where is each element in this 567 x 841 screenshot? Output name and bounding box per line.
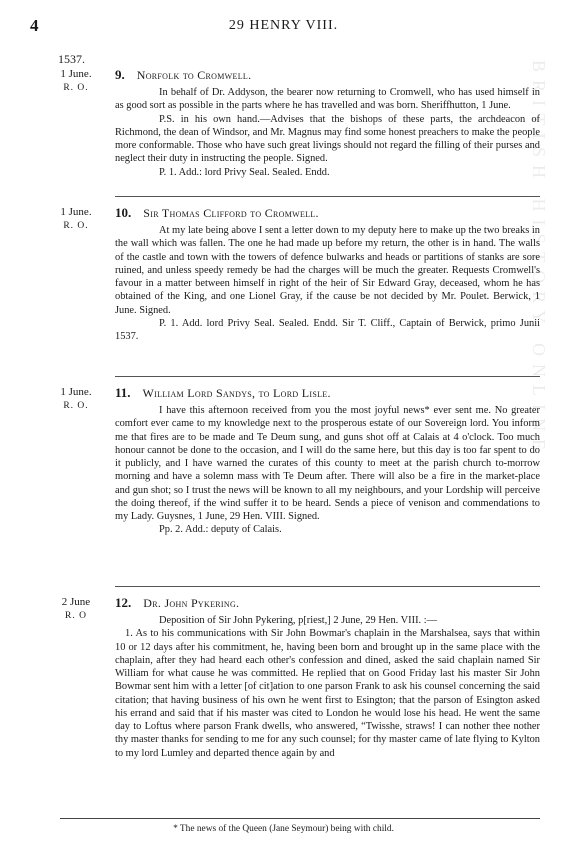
entry-9-heading <box>115 67 251 83</box>
entry-title: William Lord Sandys, to Lord Lisle. <box>142 386 331 400</box>
entry-paragraph: Pp. 2. Add.: deputy of Calais. <box>159 524 282 536</box>
entry-11-margin <box>50 385 102 413</box>
entry-paragraph: I have this afternoon received from you the most joyful news* ever sent me. No greater comfort ever came to my knowledge next to the prosperous estate of our Sovereign lord. You inform me that fires are to be made and Te Deum sung, and guns shot off at Calais at 4 o'clock. Too much honour cannot be done to the occasion, and I will do the same here, but this day is too far spent to do it publicly, and I have warned the curates of this county to meet at the parish church to-morrow morning and have a solemn mass with Te Deum after. There will also be a fire in the market-place and gun shot; so I trust the news will be known to all my neighbours, and your Lordship will perceive the doing thereof, if the wind suffer it to be heard. Sends a piece of venison and commendations to my Lady. Guysnes, 1 June, 29 Hen. VIII. Signed. <box>115 405 540 522</box>
entry-paragraph: In behalf of Dr. Addyson, the bearer now returning to Cromwell, who has used himself in as good sort as possible in the parts where he has travelled and was born. Sheriffhutton, 1 June. <box>115 87 540 112</box>
entry-paragraph: 1. As to his communications with Sir John Bowmar's chaplain in the Marshalsea, says that within 10 or 12 days after his commitment, he, having been born and brought up in the same place with the chaplain, after they had heard each other's confession and dined, asked the said chaplain named Sir William for what cause he was committed. He replied that on Good Friday last his master Sir John Bowmar sent him with a letter [of cit]ation to one parson Frank to ask his counsel concerning the said citation; that having business of his own he went first to Esington; that the parson of Esington asked his errand and said that if his master was cited to London he would lose his head. He went the same day to Loftus where parson Frank dwells, who answered, “Twisshe, straws! I can nother thee nother thy master thanks for sending to me for any such counsel; for thy master came of late flying to Kylton to my lord Lumley and departed thence again by and <box>115 628 540 759</box>
footnote-rule <box>60 818 540 819</box>
entry-paragraph: P. 1. Add.: lord Privy Seal. Sealed. Endd. <box>159 166 330 178</box>
entry-10-heading <box>115 205 319 221</box>
entry-source: R. O. <box>63 83 89 93</box>
entry-source: R. O <box>65 611 87 621</box>
footnote: * The news of the Queen (Jane Seymour) being with child. <box>173 824 394 834</box>
entry-paragraph: P. 1. Add. lord Privy Seal. Sealed. Endd. Sir T. Cliff., Captain of Berwick, primo Junii 1537. <box>115 317 540 342</box>
entry-divider <box>115 196 540 197</box>
entry-number: 11. <box>115 385 131 400</box>
entry-9-margin <box>50 67 102 95</box>
entry-11-heading <box>115 385 331 401</box>
entry-9-body <box>115 86 540 179</box>
entry-11-body <box>115 404 540 537</box>
entry-date: 2 June <box>61 596 91 608</box>
page-number: 4 <box>30 16 39 35</box>
year-marker: 1537. <box>58 52 85 66</box>
entry-10-body <box>115 224 540 343</box>
entry-source: R. O. <box>63 401 89 411</box>
entry-12-body <box>115 614 540 760</box>
entry-paragraph: At my late being above I sent a letter down to my deputy here to make up the two breaks in the wall which was fallen. The one he had made up before my return, the other is in hand. The walls of the castle and town with the towers of defence bulwarks and heads or partitions of stanks are sore ruined, and unless speedy remedy be had the charges will be much the greater. Requests Cromwell's favour in a matter between himself in right of the heir of Sir Edward Gray, deceased, whom he has obtained of the King, and one Lionel Gray, if the cause be not decided by Mr. Poulet. Berwick, 1 June. Signed. <box>115 225 540 316</box>
entry-number: 10. <box>115 205 132 220</box>
entry-12-heading <box>115 595 239 611</box>
entry-paragraph: Deposition of Sir John Pykering, p[riest,] 2 June, 29 Hen. VIII. :— <box>159 615 438 626</box>
watermark: BRITISH HISTORY ONLINE <box>529 60 549 459</box>
entry-number: 9. <box>115 67 125 82</box>
entry-title: Dr. John Pykering. <box>143 596 240 610</box>
entry-number: 12. <box>115 595 132 610</box>
entry-date: 1 June. <box>60 68 92 80</box>
entry-paragraph: P.S. in his own hand.—Advises that the bishops of these parts, the archdeacon of Richmond, the dean of Windsor, and Mr. Magnus may find some honest preachers to make the people more conformable. Those who have such great livings should not regard the filling of their purses and neglect their duty in instructing the people. Signed. <box>115 113 540 165</box>
entry-title: Sir Thomas Clifford to Cromwell. <box>143 206 319 220</box>
entry-divider <box>115 376 540 377</box>
running-head: 29 HENRY VIII. <box>228 18 339 33</box>
entry-date: 1 June. <box>60 206 92 218</box>
entry-10-margin <box>50 205 102 233</box>
entry-12-margin <box>50 595 102 623</box>
entry-title: Norfolk to Cromwell. <box>136 68 252 82</box>
entry-divider <box>115 586 540 587</box>
entry-date: 1 June. <box>60 386 92 398</box>
entry-source: R. O. <box>63 221 89 231</box>
